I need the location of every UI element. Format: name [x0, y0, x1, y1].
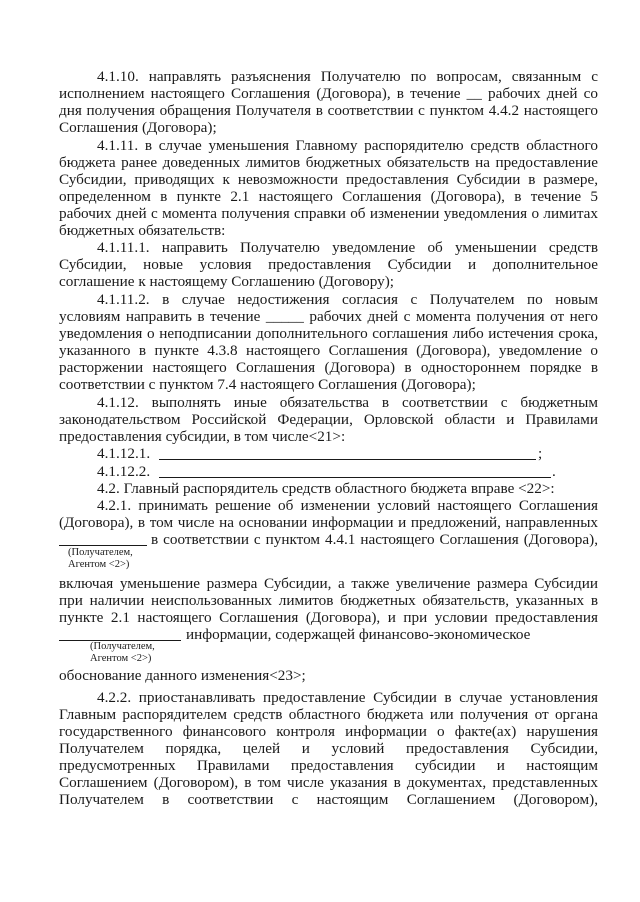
blank-line — [59, 545, 147, 546]
text-line: Соглашения (Договора); — [59, 119, 217, 136]
item-number: 4.1.12.1. — [97, 445, 151, 462]
field-caption: (Получателем, — [90, 641, 155, 652]
text-line: соглашение к настоящему Соглашению (Договору); — [59, 273, 395, 290]
field-caption: Агентом <2>) — [90, 653, 152, 664]
text-line: 4.1.10. направлять разъяснения Получателю по вопросам, связанным с — [97, 68, 598, 85]
text-line: 4.1.11.1. направить Получателю уведомление об уменьшении средств — [97, 239, 598, 256]
text-line: дня получения обращения Получателя в соответствии с пунктом 4.4.2 настоящего — [59, 102, 598, 119]
text-line: Главным распорядителем средств областного бюджета или получения от органа — [59, 706, 598, 723]
text-line: уведомления о неподписании дополнительного соглашения либо истечения срока, — [59, 325, 598, 342]
field-caption: (Получателем, — [68, 547, 133, 558]
text-line: соответствии с пунктом 7.4 настоящего Соглашения (Договора); — [59, 376, 476, 393]
text-line: 4.2.1. принимать решение об изменении условий настоящего Соглашения — [97, 497, 598, 514]
text-line: предоставления субсидии, в том числе<21>: — [59, 428, 346, 445]
text-line: 4.1.11. в случае уменьшения Главному распорядителю средств областного — [97, 137, 598, 154]
blank-line — [159, 477, 551, 478]
text-line: Получателем порядка, целей и условий предоставления Субсидии, — [59, 740, 598, 757]
text-line: 4.1.11.2. в случае недостижения согласия с Получателем по новым — [97, 291, 598, 308]
text-line: условиям направить в течение _____ рабочих дней с момента получения от него — [59, 308, 598, 325]
text-line: Получателем в соответствии с настоящим Соглашением (Договором), — [59, 791, 598, 808]
text-line: в соответствии с пунктом 4.4.1 настоящего Соглашения (Договора), — [151, 531, 598, 548]
field-caption: Агентом <2>) — [68, 559, 130, 570]
text-line: 4.1.12. выполнять иные обязательства в соответствии с бюджетным — [97, 394, 598, 411]
text-line: расторжении настоящего Соглашения (Договора) в одностороннем порядке в — [59, 359, 598, 376]
text-line: бюджетных обязательств: — [59, 222, 226, 239]
text-line: Субсидии, новые условия предоставления Субсидии и дополнительное — [59, 256, 598, 273]
text-line: обоснование данного изменения<23>; — [59, 667, 306, 684]
text-line: предусмотренных Правилами предоставления субсидии и настоящим — [59, 757, 598, 774]
text-line: Соглашением (Договором), в том числе указания в документах, представленных — [59, 774, 598, 791]
text-line: 4.2.2. приостанавливать предоставление Субсидии в случае установления — [97, 689, 598, 706]
text-line: указанного в пункте 4.3.8 настоящего Соглашения (Договора), уведомление о — [59, 342, 598, 359]
text-line: пункте 2.1 настоящего Соглашения (Договора), и при условии предоставления — [59, 609, 598, 626]
text-line: бюджета ранее доведенных лимитов бюджетных обязательств на предоставление — [59, 154, 598, 171]
text-line: при наличии неиспользованных лимитов бюджетных обязательств, указанных в — [59, 592, 598, 609]
text-line: Субсидии, приводящих к невозможности предоставления Субсидии в размере, — [59, 171, 598, 188]
text-line: законодательством Российской Федерации, Орловской области и Правилами — [59, 411, 598, 428]
text-line: государственного финансового контроля информации о факте(ах) нарушения — [59, 723, 598, 740]
punctuation: ; — [538, 445, 543, 462]
punctuation: . — [552, 463, 556, 480]
text-line: (Договора), в том числе на основании информации и предложений, направленных — [59, 514, 598, 531]
item-number: 4.1.12.2. — [97, 463, 151, 480]
text-line: 4.2. Главный распорядитель средств областного бюджета вправе <22>: — [97, 480, 555, 497]
text-line: рабочих дней с момента получения справки об изменении уведомления о лимитах — [59, 205, 598, 222]
text-line: включая уменьшение размера Субсидии, а также увеличение размера Субсидии — [59, 575, 598, 592]
text-line: определенном в пункте 2.1 настоящего Соглашения (Договора), в течение 5 — [59, 188, 598, 205]
text-line: информации, содержащей финансово-экономическое — [186, 626, 531, 643]
text-line: исполнением настоящего Соглашения (Договора), в течение __ рабочих дней со — [59, 85, 598, 102]
blank-line — [159, 459, 536, 460]
